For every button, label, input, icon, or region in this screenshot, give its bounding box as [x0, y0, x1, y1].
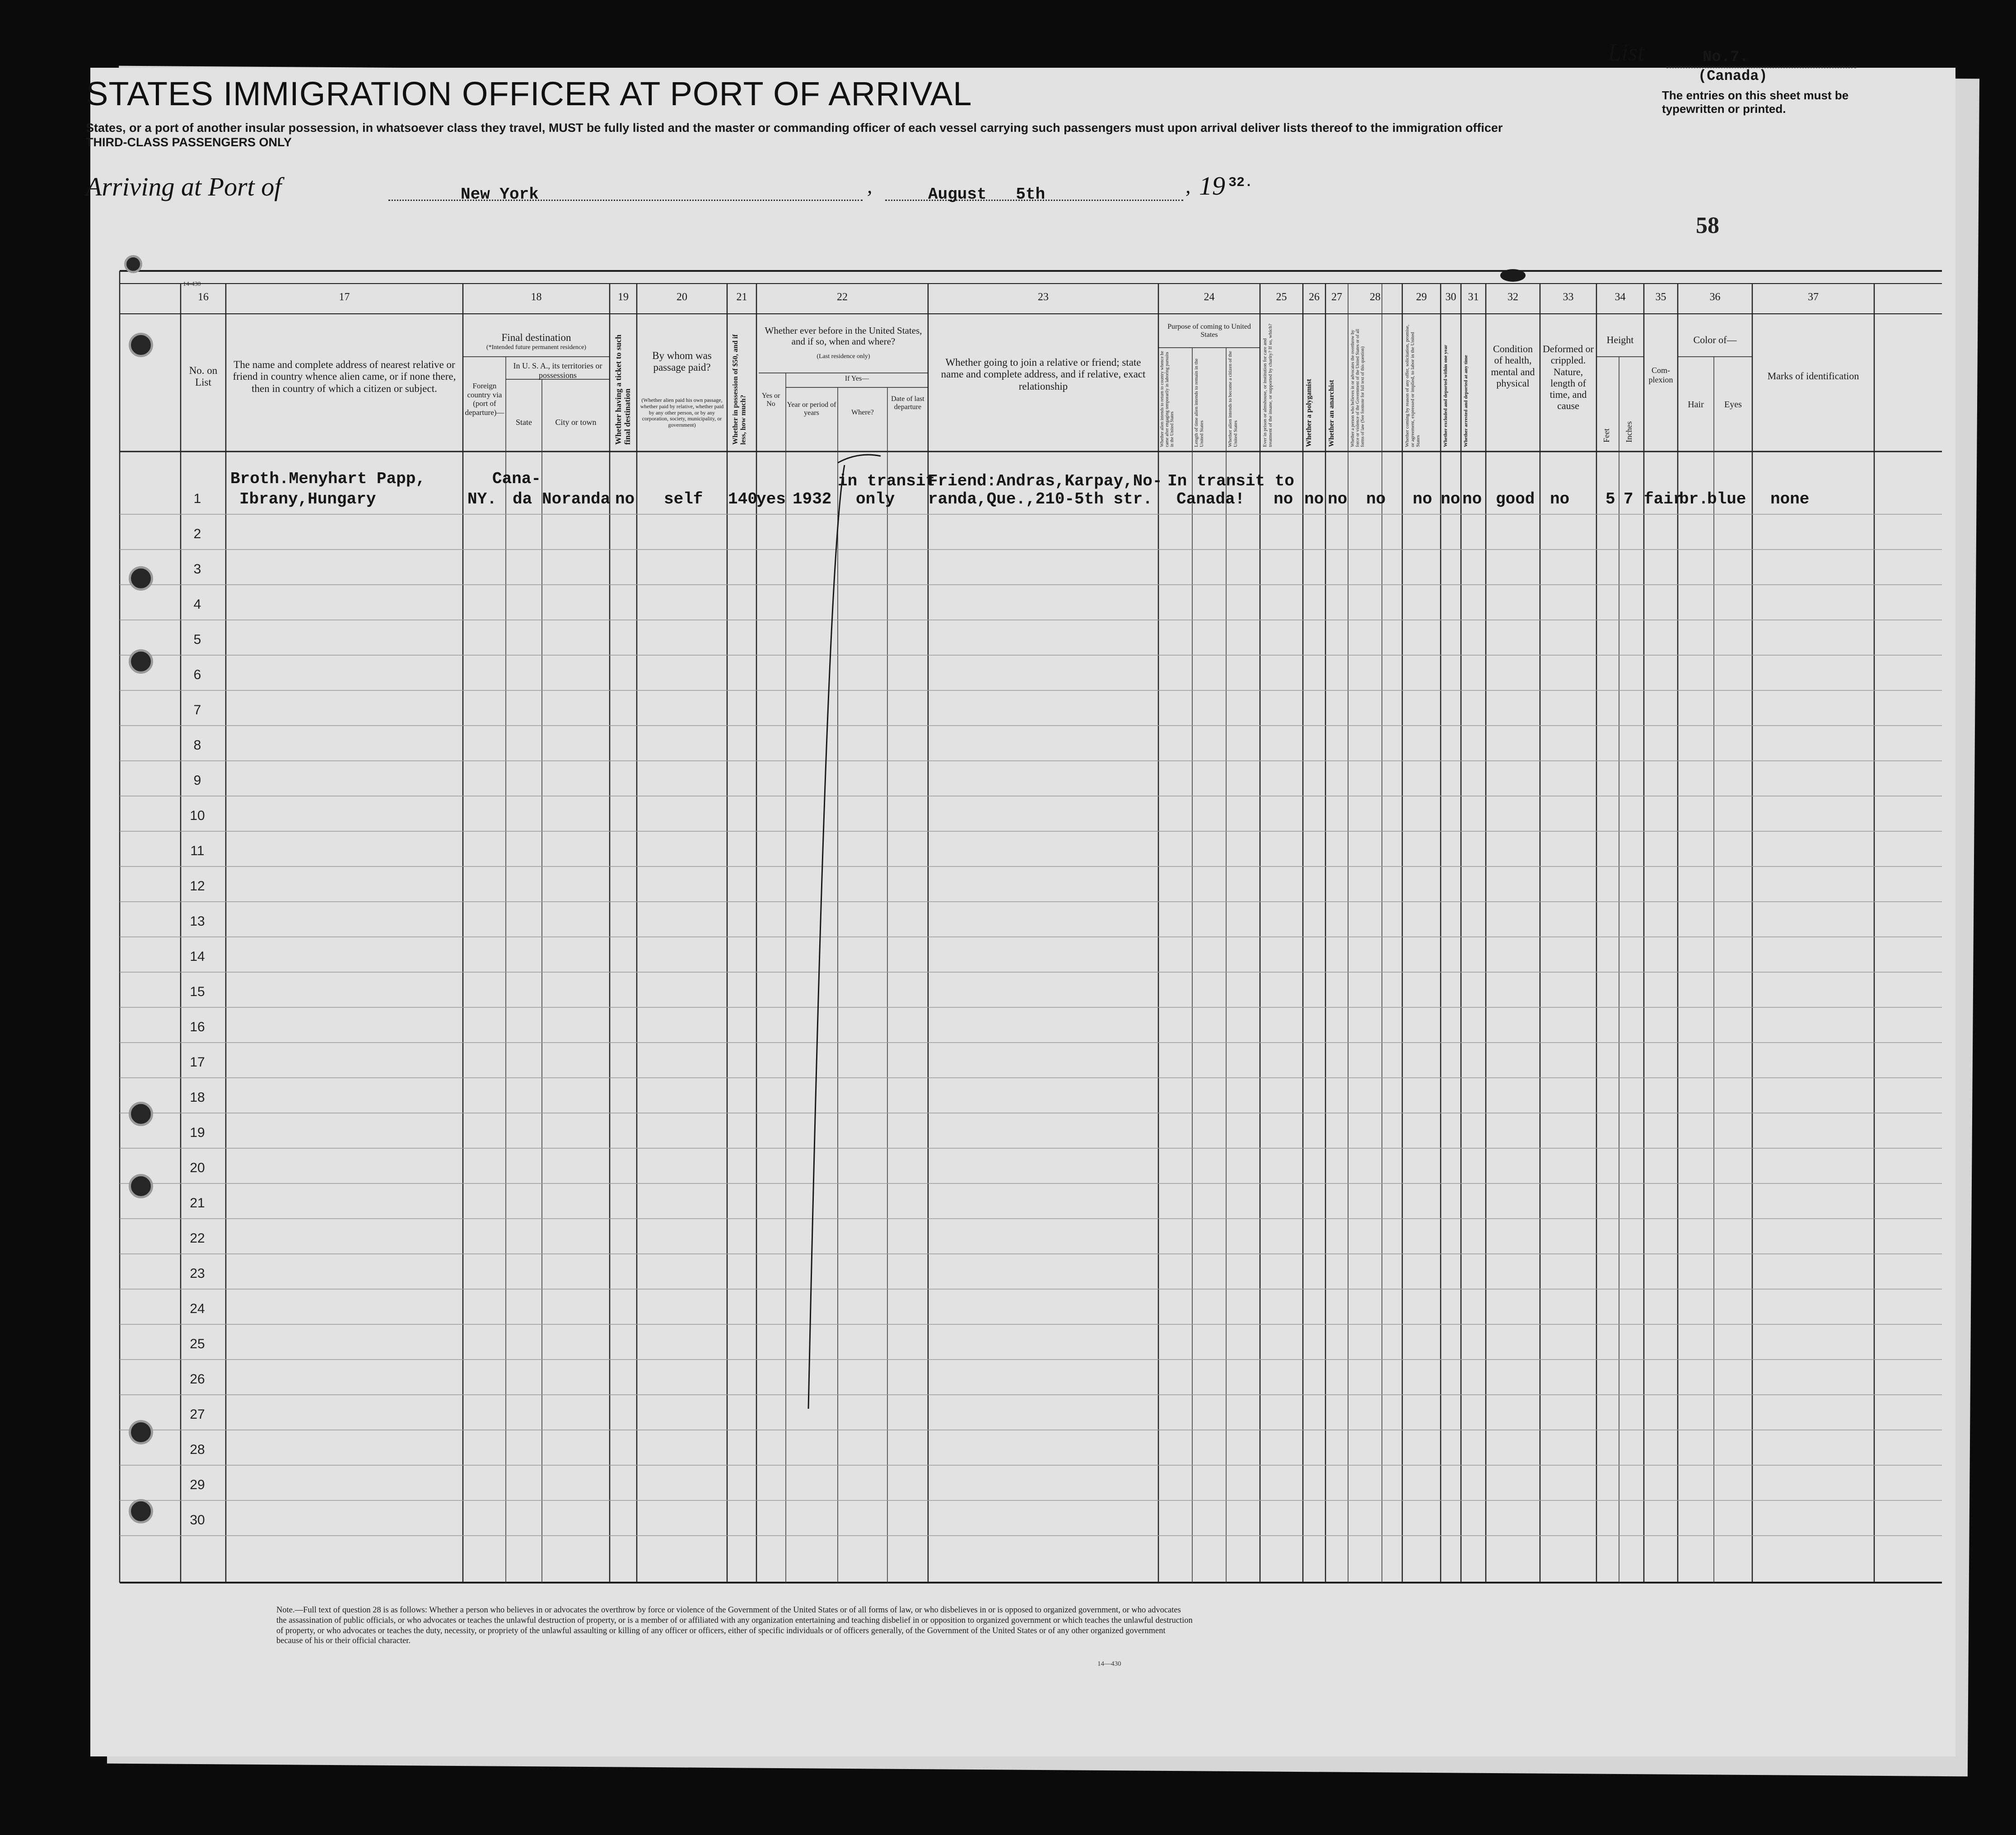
entry-join-line1: Friend:Andras,Karpay,No- [928, 472, 1162, 490]
row-number: 14 [190, 949, 205, 964]
row-number: 30 [190, 1513, 205, 1528]
form-title: STATES IMMIGRATION OFFICER AT PORT OF ARRIVAL [86, 75, 972, 112]
col-num-26: 26 [1309, 291, 1320, 303]
binder-hole [129, 1174, 153, 1198]
entry-hair: br. [1679, 490, 1708, 508]
hdr-in-usa: In U. S. A., its territories or possessions [513, 361, 602, 380]
binder-hole [129, 1420, 153, 1444]
list-number: No.7. [1703, 49, 1749, 66]
col-num-22: 22 [837, 291, 848, 303]
col-num-27: 27 [1331, 291, 1342, 303]
entry-ticket: no [615, 490, 635, 508]
hdr-hair: Hair [1688, 400, 1704, 410]
row-number: 29 [190, 1477, 205, 1492]
row-number: 2 [193, 526, 201, 541]
entry-where-line1: in transit [838, 472, 936, 490]
row-number: 8 [193, 738, 201, 753]
hdr-final-destination: Final destination [501, 332, 571, 343]
entry-city: Noranda [542, 490, 611, 508]
col-num-29: 29 [1416, 291, 1427, 303]
hdr-no-on-list: No. on List [189, 365, 218, 388]
hdr-join-relative: Whether going to join a relative or friend; state name and complete address, and if relative, exact relationship [941, 357, 1146, 392]
row-number: 6 [193, 667, 201, 682]
hdr-purpose-b: Length of time alien intends to remain in the United States [1194, 358, 1205, 447]
hdr-complexion: Com-plexion [1648, 366, 1673, 384]
hdr-passage-paid: By whom was passage paid? [652, 350, 712, 373]
entry-state-line1: Cana- [492, 470, 541, 488]
row-number: 26 [190, 1372, 205, 1387]
row-number: 12 [190, 879, 205, 894]
hdr-purpose-c: Whether alien intends to become a citizen of the United States [1227, 351, 1239, 447]
binder-hole [129, 649, 153, 674]
binder-hole [129, 333, 153, 357]
entry-excluded: no [1441, 490, 1461, 508]
row-number: 24 [190, 1301, 205, 1316]
binder-hole [129, 1499, 153, 1523]
entry-relative-line1: Broth.Menyhart Papp, [230, 470, 426, 488]
footnote-form-code: 14—430 [1097, 1660, 1121, 1667]
row-number: 15 [190, 984, 205, 999]
hdr-possession-50: Whether in possession of $50, and if less, how much? [732, 334, 747, 445]
col-num-36: 36 [1709, 291, 1721, 303]
hdr-q28: Whether a person who believes in or advocates the overthrow by force or violence of the Government of the United States or of all forms of law (See footnote for full text of this question) [1350, 329, 1365, 447]
entry-inches: 7 [1624, 490, 1633, 508]
col-num-23: 23 [1038, 291, 1049, 303]
col-num-35: 35 [1655, 291, 1666, 303]
passenger-class: THIRD-CLASS PASSENGERS ONLY [86, 135, 292, 149]
col-num-19: 19 [618, 291, 629, 303]
entry-state-line2: da [513, 490, 532, 508]
arriving-label: Arriving at Port of [86, 172, 282, 201]
row-number: 25 [190, 1337, 205, 1351]
entry-marks: none [1770, 490, 1810, 508]
hdr-prison: Ever in prison or almshouse, or institution for care and treatment of the insane, or supported by charity? If so, which? [1262, 323, 1274, 447]
hdr-ever-before: Whether ever before in the United States, and if so, when and where? [765, 325, 922, 347]
row-number: 5 [193, 632, 201, 647]
hdr-eyes: Eyes [1724, 400, 1742, 410]
entry-relative-line2: Ibrany,Hungary [239, 490, 376, 508]
entry-purpose-line2: Canada! [1176, 490, 1245, 508]
list-label: List [1608, 39, 1645, 66]
entry-ever-before: yes [756, 490, 786, 508]
hdr-date-last-departure: Date of last departure [891, 395, 924, 411]
hdr-year-period: Year or period of years [787, 401, 836, 417]
hdr-last-residence: (Last residence only) [817, 353, 870, 360]
binder-hole [129, 566, 153, 591]
binder-hole [124, 255, 142, 273]
hdr-anarchist: Whether an anarchist [1328, 380, 1335, 447]
row-number: 28 [190, 1442, 205, 1457]
col-num-20: 20 [677, 291, 687, 303]
hdr-where: Where? [851, 409, 874, 416]
entry-join-line2: randa,Que.,210-5th str. [928, 490, 1153, 508]
entry-year: 1932 [793, 490, 832, 508]
year-suffix: 32. [1228, 175, 1253, 191]
comma-separator-2: , [1185, 174, 1191, 197]
row-number: 4 [193, 597, 201, 612]
entry-deformed: no [1550, 490, 1570, 508]
col-num-33: 33 [1563, 291, 1574, 303]
row-number: 17 [190, 1055, 205, 1070]
hdr-yes-or-no: Yes or No [761, 392, 780, 408]
row-number: 23 [190, 1266, 205, 1281]
footnote-q28: Note.—Full text of question 28 is as follows: Whether a person who believes in or advocates the overthrow by force or violence of the Government of the United States or of all forms of law, or who disbelieves in or is opposed to organized government, or who advocates the assassination of public officials, or who advocates or teaches the unlawful destruction of property, or is a member of or affiliated with any organization entertaining and teaching disbelief in or opposition to organized government or which teaches the unlawful destruction of property, or who advocates or teaches the duty, necessity, or propriety of the unlawful assaulting or killing of any officer or officers, either of specific individuals or of officers generally, of the Government of the United States or of any other organized government because of his or their official character. [276, 1606, 1193, 1646]
hdr-purpose: Purpose of coming to United States [1167, 323, 1251, 339]
row-number: 18 [190, 1090, 205, 1105]
row-number: 13 [190, 914, 205, 929]
hdr-purpose-a: Whether alien intends to return to country whence he came after engaging temporarily in laboring pursuits in the United States [1160, 351, 1175, 447]
entry-q29: no [1413, 490, 1433, 508]
row-number: 11 [190, 843, 205, 858]
hdr-color-of: Color of— [1693, 334, 1737, 345]
hdr-state: State [516, 418, 532, 427]
col-num-34: 34 [1615, 291, 1626, 303]
entry-arrested: no [1462, 490, 1482, 508]
port-value: New York [461, 185, 539, 204]
col-num-16: 16 [198, 291, 209, 303]
comma-separator: , [867, 174, 873, 197]
hdr-height: Height [1606, 334, 1634, 345]
binder-hole [129, 1102, 153, 1126]
hdr-q29: Whether coming by reason of any offer, solicitation, promise, or agreement, expressed or implied, to labor in the United States [1405, 325, 1421, 447]
hdr-passage-paid-note: (Whether alien paid his own passage, whether paid by relative, whether paid by any other person, or by any corporation, society, municipality, or government) [640, 397, 724, 428]
entry-feet: 5 [1605, 490, 1615, 508]
hdr-foreign-country: Foreign country via (port of departure)— [465, 382, 504, 417]
hdr-nearest-relative: The name and complete address of nearest relative or friend in country whence alien came, or if none there, then in country of which a citizen or subject. [233, 359, 456, 394]
entry-complexion: fair [1644, 490, 1683, 508]
hdr-condition: Condition of health, mental and physical [1491, 343, 1535, 389]
row-number: 1 [193, 491, 201, 506]
hdr-arrested: Whether arrested and deported at any time [1463, 355, 1469, 447]
row-number: 16 [190, 1020, 205, 1034]
row-number: 9 [193, 773, 201, 788]
entry-condition: good [1496, 490, 1535, 508]
col-num-28: 28 [1370, 291, 1381, 303]
hdr-excluded: Whether excluded and deported within one year [1443, 345, 1448, 447]
col-num-25: 25 [1276, 291, 1287, 303]
hdr-city: City or town [555, 418, 597, 427]
col-num-24: 24 [1204, 291, 1215, 303]
year-prefix: 19 [1199, 171, 1225, 200]
row-number: 7 [193, 703, 201, 717]
row-number: 21 [190, 1196, 205, 1211]
entries-note: The entries on this sheet must be typewritten or printed. [1662, 88, 1849, 116]
hdr-polygamist: Whether a polygamist [1305, 379, 1313, 447]
row-number: 3 [193, 562, 201, 577]
list-note: (Canada) [1698, 68, 1768, 84]
hdr-final-destination-note: (*Intended future permanent residence) [486, 344, 587, 351]
col-num-31: 31 [1468, 291, 1479, 303]
hdr-ticket: Whether having a ticket to such final destination [614, 334, 632, 445]
entry-purpose-line1: In transit to [1167, 472, 1294, 490]
entry-where-line2: only [856, 490, 895, 508]
col-num-21: 21 [736, 291, 747, 303]
row-number: 27 [190, 1407, 205, 1422]
col-num-32: 32 [1507, 291, 1518, 303]
row-number: 19 [190, 1125, 205, 1140]
hdr-feet: Feet [1602, 428, 1611, 442]
entry-prison: no [1274, 490, 1293, 508]
row-number: 20 [190, 1160, 205, 1175]
entry-eyes: blue [1707, 490, 1746, 508]
date-value: August 5th [928, 185, 1045, 204]
form-instructions: States, or a port of another insular possession, in whatsoever class they travel, MUST be fully listed and the master or commanding officer of each vessel carrying such passengers must upon arrival deliver lists thereof to the immigration officer [86, 121, 1503, 135]
entry-foreign-country: NY. [467, 490, 497, 508]
hdr-marks: Marks of identification [1767, 370, 1859, 382]
row-number: 22 [190, 1231, 205, 1246]
col-num-17: 17 [339, 291, 350, 303]
col-num-37: 37 [1808, 291, 1819, 303]
entry-money: 140 [728, 490, 757, 508]
entry-passage-paid: self [664, 490, 703, 508]
hdr-inches: Inches [1624, 421, 1633, 442]
entry-polygamist: no [1304, 490, 1324, 508]
entry-anarchist: no [1328, 490, 1348, 508]
entry-q28: no [1366, 490, 1386, 508]
form-code-top: 14-430 [183, 281, 201, 288]
hdr-if-yes: If Yes— [845, 375, 869, 382]
row-number: 10 [190, 808, 205, 823]
col-num-18: 18 [531, 291, 542, 303]
hdr-deformed: Deformed or crippled. Nature, length of time, and cause [1542, 343, 1594, 412]
col-num-30: 30 [1445, 291, 1456, 303]
page-number: 58 [1696, 213, 1719, 238]
